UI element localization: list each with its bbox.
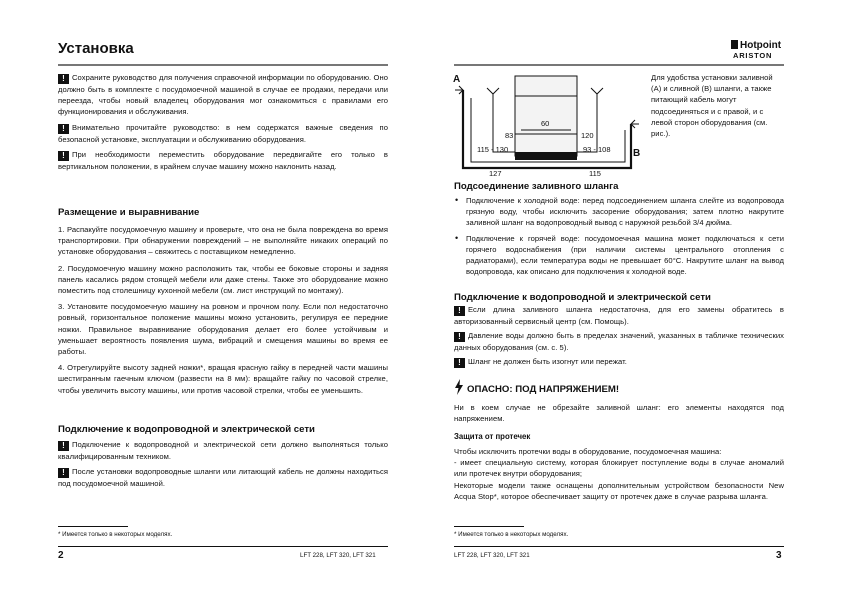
network-block <box>454 304 784 368</box>
placement-step-4: 4. Отрегулируйте высоту задней ножки*, вращая красную гайку в передней части машины шестигранным гаечным ключом (развести на 8 мм): вращайте гайку по часовой стрелке, чтобы увеличить высоту машины, или против часовой стрелки, чтобы ее уменьшить. <box>58 363 388 395</box>
danger-heading: ОПАСНО: ПОД НАПРЯЖЕНИЕМ! <box>454 379 619 397</box>
footnote-rule <box>454 526 524 527</box>
dim-120: 120 <box>581 131 594 140</box>
network-note-1: ! Если длина заливного шланга недостаточна, для его замены обратитесь в авторизованный сервисный центр (см. Помощь). <box>454 305 784 326</box>
warning-icon: ! <box>454 332 465 342</box>
leak-line-2: - имеет специальную систему, которая блокирует поступление воды в случае аномалий или протечек внутри оборудования; <box>454 458 784 479</box>
lightning-icon <box>454 379 464 395</box>
connection-block <box>58 439 388 489</box>
brand-subname: ARISTON <box>733 51 773 60</box>
footer-rule <box>58 546 388 547</box>
brand-name: Hotpoint <box>731 40 781 51</box>
connection-note-2: ! После установки водопроводные шланги или литающий кабель не должны находиться под посудомоечной машиной. <box>58 467 388 489</box>
warning-icon: ! <box>58 74 69 84</box>
page-number: 3 <box>776 550 782 561</box>
warning-icon: ! <box>454 358 465 368</box>
section-heading: Размещение и выравнивание <box>58 207 200 218</box>
page-title: Установка <box>58 40 134 57</box>
warning-icon: ! <box>58 124 69 134</box>
footer-rule <box>454 546 784 547</box>
dim-93-108: 93 - 108 <box>583 145 611 154</box>
leak-line-1: Чтобы исключить протечки воды в оборудование, посудомоечная машина: <box>454 447 722 456</box>
section-heading: Подключение к водопроводной и электрической сети <box>58 424 315 435</box>
connection-note-1: ! Подключение к водопроводной и электрической сети должно выполняться только квалифицированным техником. <box>58 440 388 461</box>
label-a: A <box>453 74 461 85</box>
title-rule <box>58 64 388 66</box>
warning-icon: ! <box>58 441 69 451</box>
network-note-3: ! Шланг не должен быть изогнут или пережат. <box>454 356 784 368</box>
list-item: • Подключение к горячей воде: посудомоечная машина может подключаться к сети горячего водоснабжения (при наличии системы центрального отопления с радиаторами), если температура воды не превышает 60°С. Накрутите шланг на вывод водопровода, как описано для подключения к холодной воде. <box>454 233 784 278</box>
footnote: * Имеется только в некоторых моделях. <box>58 531 173 538</box>
brand-mark-icon <box>731 40 738 49</box>
section-heading: Подключение к водопроводной и электрической сети <box>454 292 711 303</box>
dim-115: 115 <box>589 169 601 178</box>
leak-heading: Защита от протечек <box>454 432 531 441</box>
title-rule <box>454 64 784 66</box>
brand-logo <box>731 40 781 60</box>
placement-step-3: 3. Установите посудомоечную машину на ровном и прочном полу. Если пол недостаточно ровный, горизонтальное положение машины можно установить, регулируя ее передние ножки. Правильное выравнивание оборудования делает его более устойчивым и уменьшает вероятность появления шума, вибраций и смещения машины во время ее работы. <box>58 302 388 357</box>
page-number: 2 <box>58 550 64 561</box>
warning-icon: ! <box>58 468 69 478</box>
installation-diagram <box>451 68 646 178</box>
diagram-caption: Для удобства установки заливной (А) и сливной (В) шланги, а также питающий кабель могут подсоединяться и с правой, и с левой сторон оборудования (см. рис.). <box>651 73 773 139</box>
left-page <box>0 0 420 595</box>
intro-block <box>58 72 388 172</box>
intro-paragraph-2: ! Внимательно прочитайте руководство: в нем содержатся важные сведения по безопасной установке, эксплуатации и обслуживанию оборудования. <box>58 122 388 144</box>
footnote-rule <box>58 526 128 527</box>
model-list: LFT 228, LFT 320, LFT 321 <box>300 552 376 559</box>
dim-83: 83 <box>505 131 514 140</box>
placement-block <box>58 224 388 396</box>
intro-paragraph-1: ! Сохраните руководство для получения справочной информации по оборудованию. Оно должно быть в комплекте с посудомоечной машиной в случае ее продажи, передачи или переезда, чтобы новый владелец оборудования мог ознакомиться с правилами его функционирования и обслуживания. <box>58 73 388 117</box>
dim-127: 127 <box>489 169 502 178</box>
warning-icon: ! <box>454 306 465 316</box>
machine-base <box>515 152 577 160</box>
placement-step-2: 2. Посудомоечную машину можно расположить так, чтобы ее боковые стороны и задняя панель касались рядом стоящей мебели или даже стены. Также это оборудование можно поместить под столешницу кухонной мебели (см. лист инструкций по монтажу). <box>58 263 388 296</box>
placement-step-1: 1. Распакуйте посудомоечную машину и проверьте, что она не была повреждена во время транспортировки. При обнаружении повреждений – не выполняйте никаких операций по установке оборудования – свяжитесь с поставщиком немедленно. <box>58 225 388 257</box>
warning-icon: ! <box>58 151 69 161</box>
leak-line-3: Некоторые модели также оснащены дополнительным устройством безопасности New Acqua Stop*, которое обеспечивает защиту от протечек даже в случае разрыва шланга. <box>454 480 784 501</box>
danger-text: Ни в коем случае не обрезайте заливной шланг: его элементы находятся под напряжением. <box>454 403 784 424</box>
list-item: • Подключение к холодной воде: перед подсоединением шланга слейте из водопровода грязную воду, чтобы исключить засорение оборудования; затем плотно накрутите заливной шланг на водопроводный вывод с наружной резьбой 3/4 дюйма. <box>454 195 784 229</box>
leak-block <box>454 446 784 502</box>
intro-paragraph-3: ! При необходимости переместить оборудование передвигайте его только в вертикальном положении, в крайнем случае машину можно наклонить назад. <box>58 149 388 171</box>
inlet-hose-list <box>454 195 784 277</box>
label-b: B <box>633 148 641 159</box>
footnote: * Имеется только в некоторых моделях. <box>454 531 569 538</box>
model-list: LFT 228, LFT 320, LFT 321 <box>454 552 530 559</box>
dim-60: 60 <box>541 119 550 128</box>
network-note-2: ! Давление воды должно быть в пределах значений, указанных в табличке технических данных оборудования (см. с. 5). <box>454 331 784 353</box>
section-heading: Подсоединение заливного шланга <box>454 181 619 192</box>
right-page <box>421 0 841 595</box>
dim-115-130: 115 - 130 <box>477 145 509 154</box>
